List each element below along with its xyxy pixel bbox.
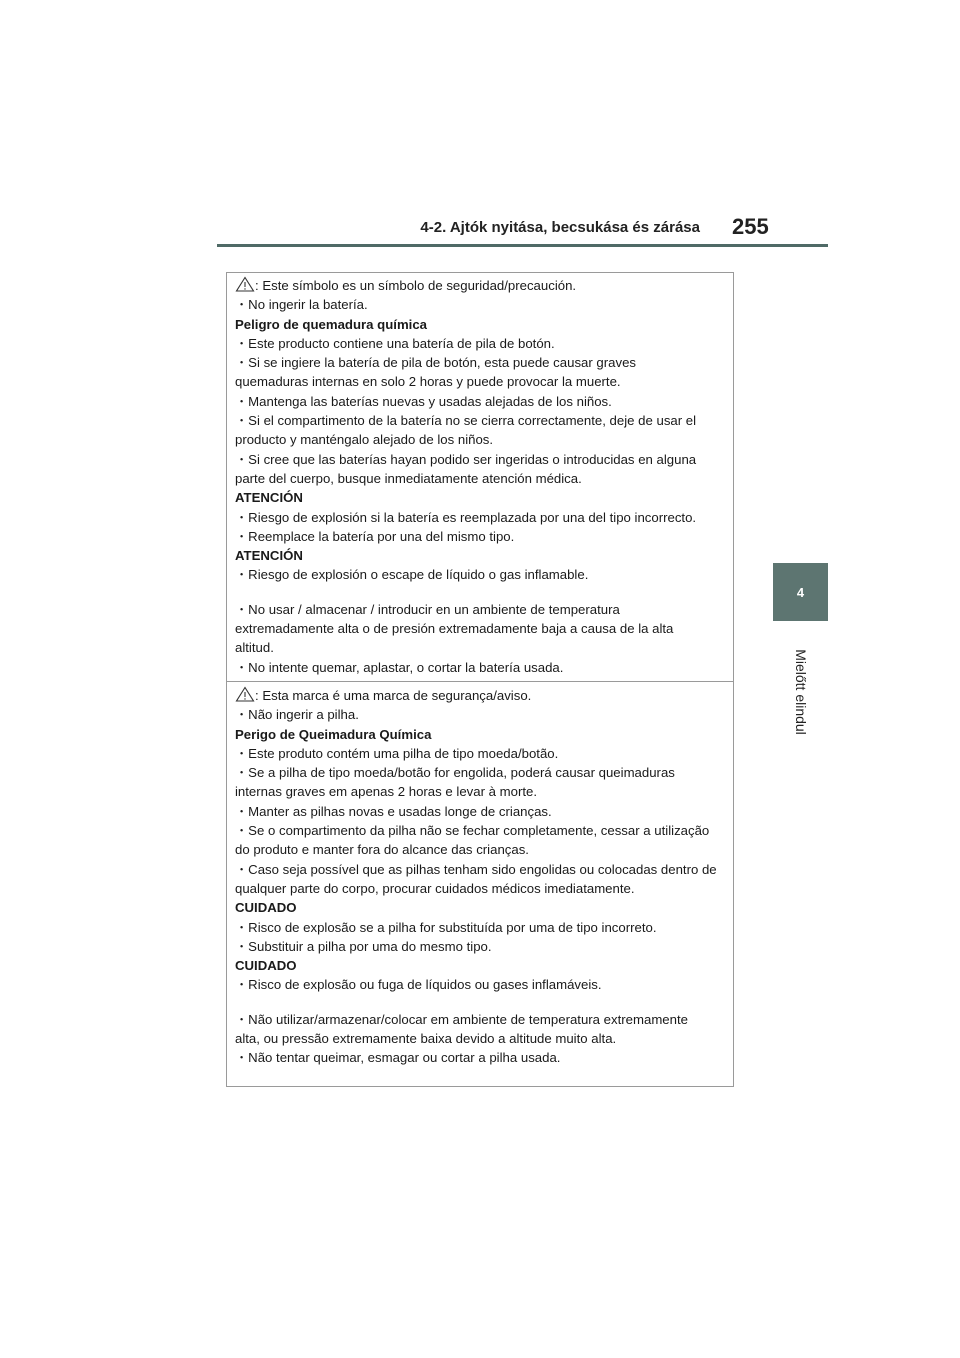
body-line: ・Si cree que las baterías hayan podido ser ingeridas o introducidas en alguna <box>235 451 697 467</box>
body-line: do produto e manter fora do alcance das crianças. <box>235 842 529 858</box>
warning-triangle-icon <box>235 276 255 292</box>
chemical-burn-heading: Perigo de Queimadura Química <box>235 726 432 742</box>
body-line: ・Substituir a pilha por uma do mesmo tipo. <box>235 938 492 954</box>
chapter-tab <box>773 563 828 621</box>
battery-warning-box <box>226 272 734 1087</box>
symbol-note-line <box>235 686 727 705</box>
header-rule <box>217 244 828 247</box>
body-line: ・Riesgo de explosión si la batería es reemplazada por una del tipo incorrecto. <box>235 509 697 525</box>
body-line: ・Manter as pilhas novas e usadas longe de crianças. <box>235 803 552 819</box>
body-line: ・Se a pilha de tipo moeda/botão for engolida, poderá causar queimaduras <box>235 765 675 781</box>
body-line: ・No usar / almacenar / introducir en un ambiente de temperatura <box>235 601 620 617</box>
body-line: ・Não ingerir a pilha. <box>235 707 359 723</box>
body-line: qualquer parte do corpo, procurar cuidados médicos imediatamente. <box>235 880 635 896</box>
body-line: ・Este producto contiene una batería de pila de botón. <box>235 335 555 351</box>
body-line: ・No ingerir la batería. <box>235 297 368 313</box>
body-line: ・Não utilizar/armazenar/colocar em ambiente de temperatura extremamente <box>235 1011 688 1027</box>
body-line: ・Mantenga las baterías nuevas y usadas alejadas de los niños. <box>235 393 612 409</box>
body-line: internas graves em apenas 2 horas e levar à morte. <box>235 784 538 800</box>
body-line: ・Se o compartimento da pilha não se fechar completamente, cessar a utilização <box>235 823 710 839</box>
spacer <box>235 585 727 600</box>
portuguese-warning-section <box>235 686 727 1068</box>
body-line: parte del cuerpo, busque inmediatamente atención médica. <box>235 470 582 486</box>
symbol-note-text: : Este símbolo es un símbolo de seguridad/precaución. <box>255 278 577 293</box>
body-line: ・Não tentar queimar, esmagar ou cortar a pilha usada. <box>235 1050 561 1066</box>
body-line: ・Reemplace la batería por una del mismo tipo. <box>235 528 515 544</box>
body-line: ・No intente quemar, aplastar, o cortar la batería usada. <box>235 659 564 675</box>
body-line: ・Riesgo de explosión o escape de líquido o gas inflamable. <box>235 567 589 583</box>
caution-heading: CUIDADO <box>235 900 297 916</box>
warning-triangle-icon <box>235 686 255 702</box>
section-title: 4-2. Ajtók nyitása, becsukása és zárása <box>420 219 700 236</box>
body-line: altitud. <box>235 640 274 656</box>
body-line: ・Caso seja possível que as pilhas tenham sido engolidas ou colocadas dentro de <box>235 861 717 877</box>
symbol-note-line <box>235 276 727 295</box>
attention-heading: ATENCIÓN <box>235 490 303 506</box>
body-line: ・Risco de explosão se a pilha for substituída por uma de tipo incorreto. <box>235 919 657 935</box>
section-divider <box>227 681 733 682</box>
symbol-note-text: : Esta marca é uma marca de segurança/aviso. <box>255 688 532 703</box>
chapter-tab-label: Mielőtt elindul <box>793 649 809 735</box>
chapter-tab-number: 4 <box>796 584 805 600</box>
body-line: producto y manténgalo alejado de los niños. <box>235 432 494 448</box>
body-line: ・Risco de explosão ou fuga de líquidos ou gases inflamáveis. <box>235 977 602 993</box>
attention-heading: ATENCIÓN <box>235 548 303 564</box>
spanish-warning-section <box>235 276 727 677</box>
page-number: 255 <box>732 214 769 239</box>
chemical-burn-heading: Peligro de quemadura química <box>235 316 427 332</box>
body-line: quemaduras internas en solo 2 horas y puede provocar la muerte. <box>235 374 621 390</box>
caution-heading: CUIDADO <box>235 958 297 974</box>
body-line: alta, ou pressão extremamente baixa devido a altitude muito alta. <box>235 1031 617 1047</box>
body-line: ・Si el compartimento de la batería no se cierra correctamente, deje de usar el <box>235 413 697 429</box>
body-line: ・Si se ingiere la batería de pila de botón, esta puede causar graves <box>235 355 637 371</box>
body-line: ・Este produto contém uma pilha de tipo moeda/botão. <box>235 745 559 761</box>
spacer <box>235 995 727 1010</box>
body-line: extremadamente alta o de presión extremadamente baja a causa de la alta <box>235 621 674 637</box>
